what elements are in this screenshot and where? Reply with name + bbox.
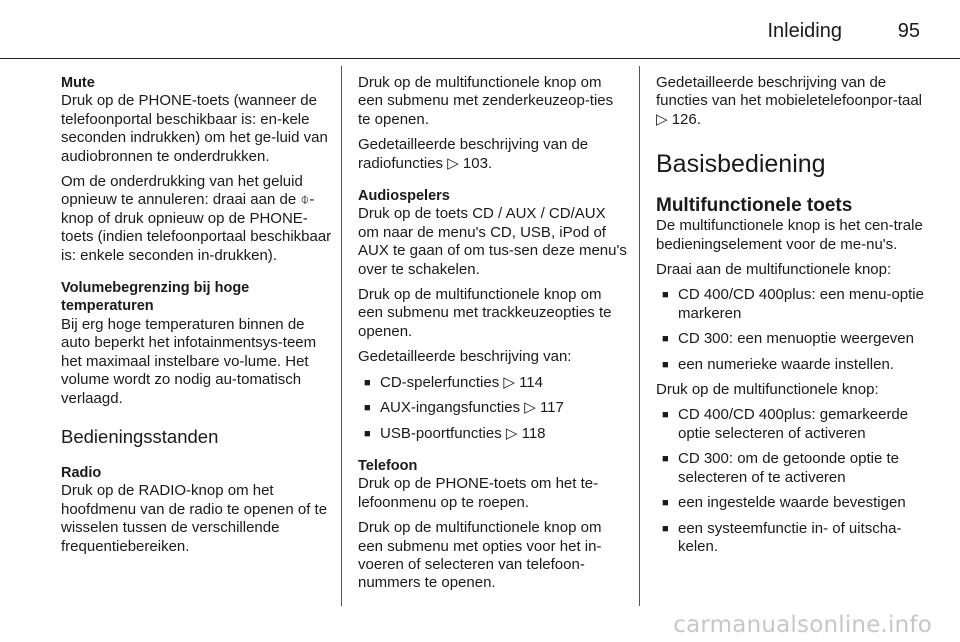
- mute-paragraph-2: Om de onderdrukking van het geluid opnieuw te annuleren: draai aan de ⌽-knop of druk opnieuw op de PHONE-toets (indien telefoonportaal beschikbaar is: enkele seconden in-drukken).: [61, 173, 332, 264]
- page-header: [0, 0, 960, 62]
- press-knob-list: [656, 406, 926, 556]
- list-item: ■ CD 300: om de getoonde optie te selecteren of te activeren: [656, 450, 926, 487]
- phone-title: Telefoon: [358, 457, 418, 474]
- header-divider: [0, 58, 960, 59]
- phone-portal-paragraph: Gedetailleerde beschrijving van de functies van het mobieletelefoonpor-taal ▷ 126.: [656, 74, 923, 128]
- mute-title: Mute: [61, 75, 95, 91]
- list-item: ■ AUX-ingangsfuncties ▷ 117: [358, 399, 628, 417]
- list-item: ■ CD-spelerfuncties ▷ 114: [358, 374, 628, 392]
- volume-limit-title-line-1: Volumebegrenzing bij hoge: [61, 280, 250, 297]
- audio-paragraph-1: Druk op de toets CD / AUX / CD/AUX om naar de menu's CD, USB, iPod of AUX te gaan of om tus-sen deze menu's over te schakelen.: [358, 205, 627, 278]
- audio-paragraph-3: Gedetailleerde beschrijving van:: [358, 348, 572, 366]
- press-knob-intro: Druk op de multifunctionele knop:: [656, 381, 879, 399]
- radio-paragraph: Druk op de RADIO-knop om het hoofdmenu van de radio te openen of te wisselen tussen de verschillende frequentiebereiken.: [61, 482, 328, 555]
- volume-limit-title-line-2: temperaturen: [61, 298, 154, 315]
- turn-knob-intro: Draai aan de multifunctionele knop:: [656, 261, 892, 279]
- column-divider-1: [341, 66, 342, 606]
- basic-operation-heading: Basisbediening: [656, 150, 826, 179]
- list-item: ■ CD 300: een menuoptie weergeven: [656, 330, 926, 348]
- watermark: carmanualsonline.info: [673, 612, 932, 638]
- audio-reference-list: [358, 374, 628, 443]
- radio-title: Radio: [61, 464, 102, 481]
- phone-paragraph-1: Druk op de PHONE-toets om het te-lefoonmenu op te roepen.: [358, 475, 599, 511]
- list-item: ■ een ingestelde waarde bevestigen: [656, 494, 926, 512]
- mute-paragraph-1: Druk op de PHONE-toets (wanneer de telefoonportal beschikbaar is: en-kele seconden indrukken) om het ge-luid van audiobronnen te onderdrukken.: [61, 92, 328, 165]
- list-item: ■ een numerieke waarde instellen.: [656, 356, 926, 374]
- multifunction-knob-title: Multifunctionele toets: [656, 195, 853, 217]
- multifunction-knob-paragraph: De multifunctionele knop is het cen-trale bedieningselement voor de me-nu's.: [656, 217, 923, 253]
- column-divider-2: [639, 66, 640, 606]
- list-item: ■ USB-poortfuncties ▷ 118: [358, 425, 628, 443]
- phone-paragraph-2: Druk op de multifunctionele knop om een submenu met opties voor het in-voeren of selecteren van telefoon-nummers te openen.: [358, 519, 602, 592]
- list-item: ■ een systeemfunctie in- of uitscha-kelen.: [656, 520, 926, 557]
- radio-reference-paragraph: Gedetailleerde beschrijving van de radiofuncties ▷ 103.: [358, 136, 589, 172]
- page-number: 95: [897, 20, 920, 42]
- column-2: [358, 74, 628, 600]
- column-3: [656, 74, 926, 563]
- radio-submenu-paragraph: Druk op de multifunctionele knop om een submenu met zenderkeuzeop-ties te openen.: [358, 74, 614, 128]
- volume-limit-title: [61, 279, 333, 316]
- audio-players-title: Audiospelers: [358, 188, 450, 205]
- column-1: [61, 74, 333, 563]
- section-title: Inleiding: [767, 20, 842, 42]
- list-item: ■ CD 400/CD 400plus: een menu-optie markeren: [656, 286, 926, 323]
- audio-paragraph-2: Druk op de multifunctionele knop om een submenu met trackkeuzeopties te openen.: [358, 286, 612, 340]
- operating-modes-heading: Bedieningsstanden: [61, 425, 219, 447]
- turn-knob-list: [656, 286, 926, 374]
- list-item: ■ CD 400/CD 400plus: gemarkeerde optie selecteren of activeren: [656, 406, 926, 443]
- volume-limit-paragraph: Bij erg hoge temperaturen binnen de auto beperkt het infotainmentsys-teem het maximaal instelbare vo-lume. Het volume wordt zo nodig au-tomatisch verlaagd.: [61, 315, 317, 407]
